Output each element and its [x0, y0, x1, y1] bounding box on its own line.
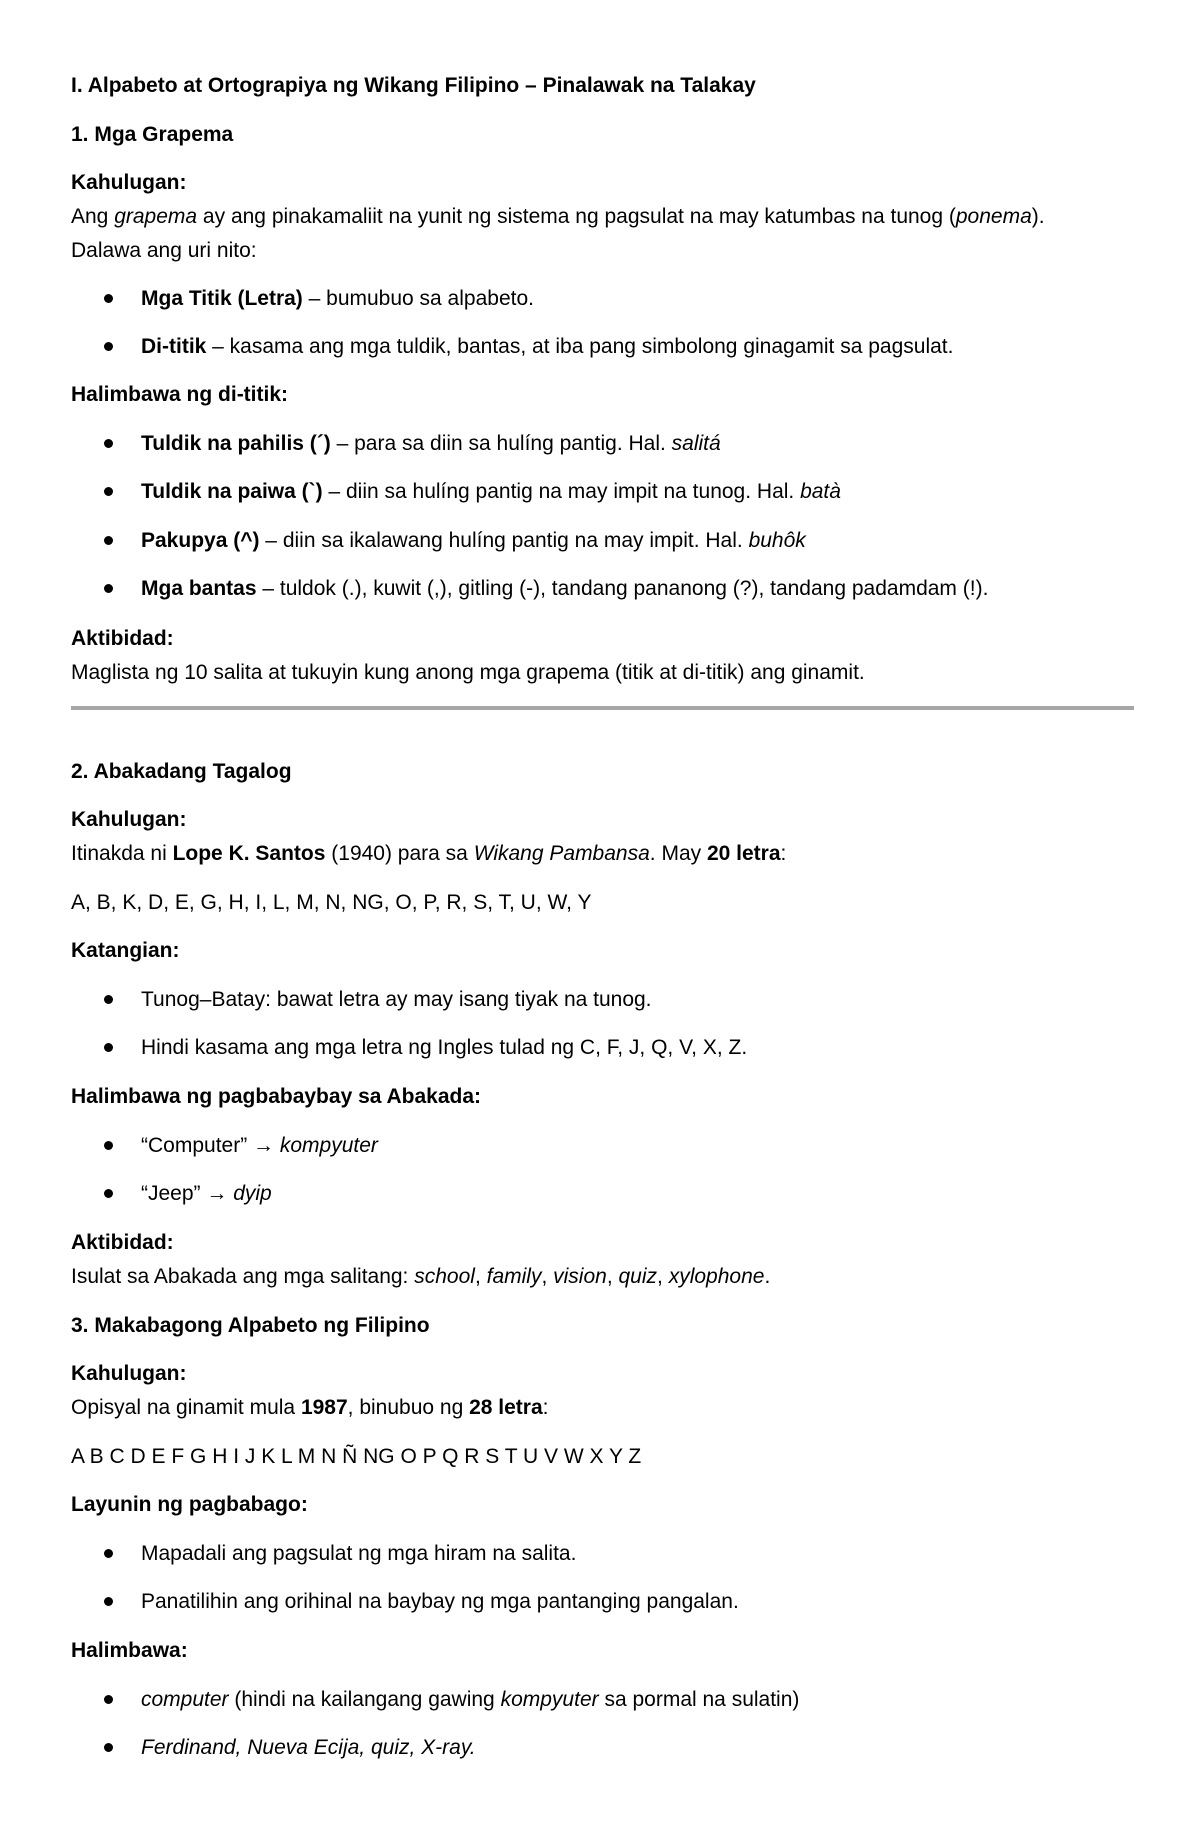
abakada-letters: A, B, K, D, E, G, H, I, L, M, N, NG, O, P, R, S, T, U, W, Y	[71, 891, 592, 914]
definition-paragraph: Opisyal na ginamit mula 1987, binubuo ng 28 letra:	[71, 1396, 549, 1419]
section-heading-grapema: 1. Mga Grapema	[71, 123, 234, 146]
list-item: Tunog–Batay: bawat letra ay may isang tiyak na tunog.	[141, 988, 652, 1011]
list-item: Hindi kasama ang mga letra ng Ingles tulad ng C, F, J, Q, V, X, Z.	[141, 1036, 748, 1059]
bullet-icon	[104, 439, 113, 448]
bullet-icon	[104, 1549, 113, 1558]
examples-label: Halimbawa:	[71, 1639, 188, 1662]
bullet-icon	[104, 342, 113, 351]
bullet-icon	[104, 294, 113, 303]
bullet-icon	[104, 1743, 113, 1752]
activity-text: Isulat sa Abakada ang mga salitang: school, family, vision, quiz, xylophone.	[71, 1265, 771, 1288]
activity-text: Maglista ng 10 salita at tukuyin kung anong mga grapema (titik at di-titik) ang ginamit.	[71, 661, 865, 684]
activity-label: Aktibidad:	[71, 1231, 174, 1254]
examples-label: Halimbawa ng pagbabaybay sa Abakada:	[71, 1085, 482, 1108]
bullet-icon	[104, 1695, 113, 1704]
bullet-icon	[104, 487, 113, 496]
bullet-icon	[104, 536, 113, 545]
bullet-icon	[104, 995, 113, 1004]
bullet-icon	[104, 584, 113, 593]
list-item: Mapadali ang pagsulat ng mga hiram na salita.	[141, 1542, 577, 1565]
activity-label: Aktibidad:	[71, 627, 174, 650]
list-item: computer (hindi na kailangang gawing kompyuter sa pormal na sulatin)	[141, 1688, 800, 1711]
kahulugan-label: Kahulugan:	[71, 1362, 187, 1385]
definition-paragraph: Ang grapema ay ang pinakamaliit na yunit ng sistema ng pagsulat na may katumbas na tunog (ponema).	[71, 205, 1045, 228]
examples-label: Halimbawa ng di-titik:	[71, 383, 289, 406]
goals-label: Layunin ng pagbabago:	[71, 1493, 308, 1516]
bullet-icon	[104, 1189, 113, 1198]
bullet-icon	[104, 1043, 113, 1052]
horizontal-divider	[71, 706, 1134, 710]
list-item: Tuldik na pahilis (´) – para sa diin sa hulíng pantig. Hal. salitá	[141, 432, 721, 455]
page-title: I. Alpabeto at Ortograpiya ng Wikang Filipino – Pinalawak na Talakay	[71, 74, 756, 97]
list-item: Ferdinand, Nueva Ecija, quiz, X-ray.	[141, 1736, 476, 1759]
list-item: Mga Titik (Letra) – bumubuo sa alpabeto.	[141, 287, 534, 310]
bullet-icon	[104, 1141, 113, 1150]
bullet-icon	[104, 1597, 113, 1606]
list-item: Panatilihin ang orihinal na baybay ng mga pantanging pangalan.	[141, 1590, 739, 1613]
list-item: Pakupya (^) – diin sa ikalawang hulíng pantig na may impit. Hal. buhôk	[141, 529, 806, 552]
definition-paragraph: Itinakda ni Lope K. Santos (1940) para sa Wikang Pambansa. May 20 letra:	[71, 842, 787, 865]
section-heading-abakada: 2. Abakadang Tagalog	[71, 760, 292, 783]
kahulugan-label: Kahulugan:	[71, 808, 187, 831]
features-label: Katangian:	[71, 939, 180, 962]
list-item: Tuldik na paiwa (`) – diin sa hulíng pantig na may impit na tunog. Hal. batà	[141, 480, 841, 503]
filipino-letters: A B C D E F G H I J K L M N Ñ NG O P Q R S T U V W X Y Z	[71, 1445, 642, 1468]
kahulugan-label: Kahulugan:	[71, 171, 187, 194]
definition-line2: Dalawa ang uri nito:	[71, 239, 257, 262]
list-item: Mga bantas – tuldok (.), kuwit (,), gitling (-), tandang pananong (?), tandang padamdam (!).	[141, 577, 989, 600]
section-heading-makabagong-alpabeto: 3. Makabagong Alpabeto ng Filipino	[71, 1314, 430, 1337]
list-item: “Computer” → kompyuter	[141, 1134, 378, 1157]
list-item: “Jeep” → dyip	[141, 1182, 272, 1205]
list-item: Di-titik – kasama ang mga tuldik, bantas, at iba pang simbolong ginagamit sa pagsulat.	[141, 335, 954, 358]
